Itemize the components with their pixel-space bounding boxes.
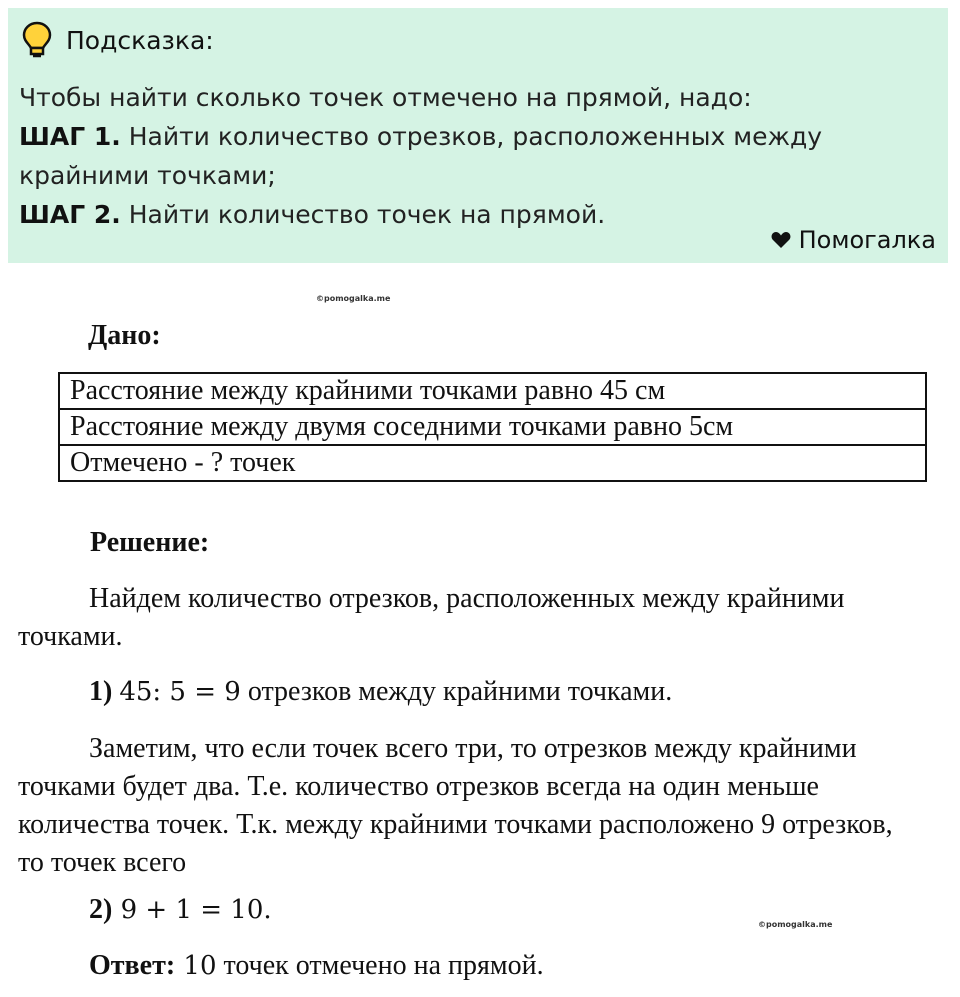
solution-step-2 (89, 894, 272, 926)
solution-step-1 (89, 676, 672, 708)
solution-paragraph-1 (18, 580, 918, 656)
answer-line (89, 950, 544, 982)
watermark-bottom: ©pomogalka.me (758, 920, 833, 929)
given-row (59, 445, 926, 481)
step-2-math: 9 + 1 = 10. (112, 895, 272, 925)
watermark-top: ©pomogalka.me (316, 294, 391, 303)
hint-body (19, 78, 919, 234)
hint-step-1 (19, 117, 919, 195)
step-1-label: 1) (89, 676, 113, 707)
given-cell-distance-adjacent: Расстояние между двумя соседними точками равно 5см (59, 409, 926, 445)
given-cell-distance-total: Расстояние между крайними точками равно 45 см (59, 373, 926, 409)
given-row (59, 373, 926, 409)
hint-intro: Чтобы найти сколько точек отмечено на прямой, надо: (19, 83, 752, 112)
hint-step-2-label: ШАГ 2. (19, 200, 121, 229)
solution-heading: Решение: (90, 527, 210, 558)
solution-paragraph-2-text: Заметим, что если точек всего три, то отрезков между крайними точками будет два. Т.е. количество отрезков всегда на один меньше количества точек. Т.к. между крайними точками расположено 9 отрезков, то точек всего (18, 733, 893, 878)
hint-box (8, 8, 948, 263)
hint-step-1-label: ШАГ 1. (19, 122, 121, 151)
step-2-label: 2) (89, 894, 113, 925)
answer-text: точек отмечено на прямой. (216, 950, 544, 981)
hint-title: Подсказка: (66, 25, 214, 55)
hint-header (22, 20, 214, 60)
answer-label: Ответ: (89, 950, 176, 981)
hint-step-1-text: Найти количество отрезков, расположенных между крайними точками; (19, 122, 823, 190)
given-table (58, 372, 927, 482)
step-1-text: отрезков между крайними точками. (240, 676, 673, 707)
heart-icon (771, 231, 791, 249)
brand-link[interactable] (771, 226, 936, 254)
lightbulb-icon (22, 21, 52, 59)
brand-name: Помогалка (798, 226, 936, 254)
step-1-math: 45: 5 = 9 (119, 677, 241, 707)
given-heading: Дано: (88, 320, 161, 351)
given-cell-unknown: Отмечено - ? точек (59, 445, 926, 481)
solution-paragraph-2 (18, 730, 918, 882)
solution-paragraph-1-text: Найдем количество отрезков, расположенных между крайними точками. (18, 583, 845, 652)
hint-step-2-text: Найти количество точек на прямой. (120, 200, 606, 229)
answer-value: 10 (175, 951, 217, 981)
given-row (59, 409, 926, 445)
